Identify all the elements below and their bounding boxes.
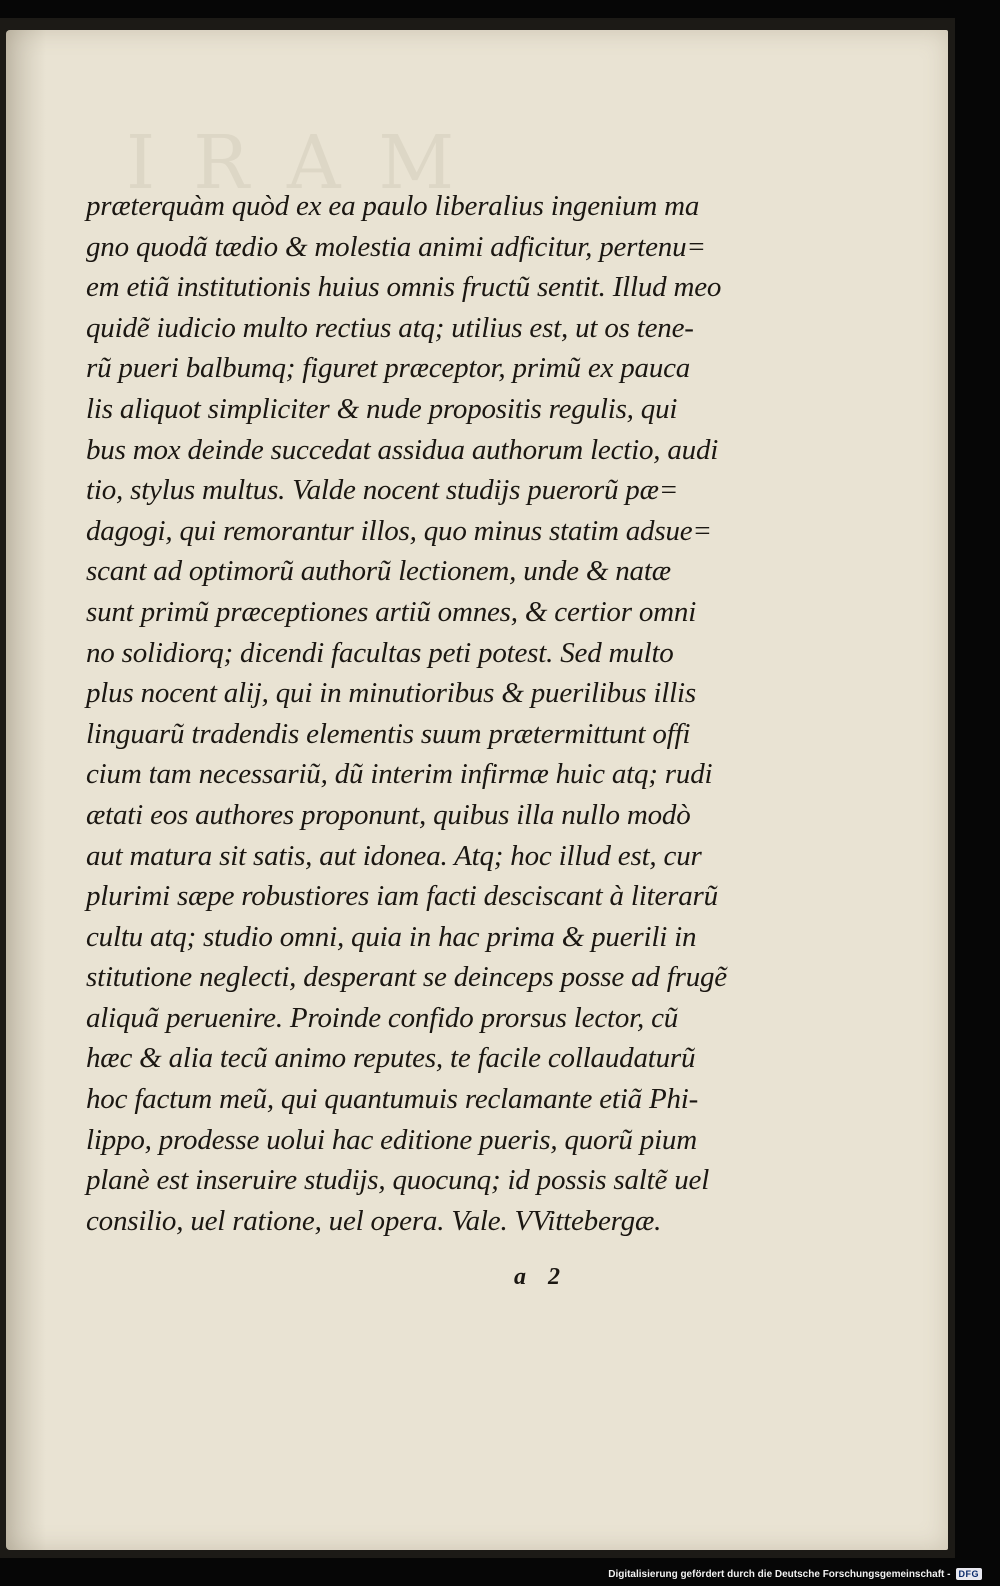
digitization-footer bbox=[608, 1564, 982, 1584]
text-line: bus mox deinde succedat assidua authorum lectio, audi bbox=[86, 433, 719, 466]
text-line: consilio, uel ratione, uel opera. Vale. VVittebergæ. bbox=[86, 1204, 662, 1237]
dfg-logo-icon: DFG bbox=[956, 1568, 983, 1580]
text-line: lis aliquot simpliciter & nude propositis regulis, qui bbox=[86, 392, 678, 425]
text-line: hoc factum meũ, qui quantumuis reclamante etiã Phi- bbox=[86, 1083, 699, 1116]
text-line: aliquã peruenire. Proinde confido prorsus lector, cũ bbox=[86, 1001, 679, 1034]
text-line: præterquàm quòd ex ea paulo liberalius ingenium ma bbox=[86, 190, 700, 222]
text-line: stitutione neglecti, desperant se deinceps posse ad frugẽ bbox=[86, 961, 727, 994]
text-line: planè est inseruire studijs, quocunq; id possis saltẽ uel bbox=[86, 1164, 710, 1197]
text-line: plus nocent alij, qui in minutioribus & puerilibus illis bbox=[86, 677, 696, 710]
text-line: lippo, prodesse uolui hac editione pueris, quorũ pium bbox=[86, 1123, 697, 1156]
text-line: gno quodã tædio & molestia animi adficitur, pertenu= bbox=[86, 230, 706, 263]
text-line: hæc & alia tecũ animo reputes, te facile collaudaturũ bbox=[86, 1042, 696, 1075]
text-line: cium tam necessariũ, dũ interim infirmæ huic atq; rudi bbox=[86, 758, 713, 791]
text-line: quidẽ iudicio multo rectius atq; utilius est, ut os tene- bbox=[86, 311, 694, 344]
text-line: cultu atq; studio omni, quia in hac prima & puerili in bbox=[86, 920, 697, 953]
body-text bbox=[86, 186, 726, 1241]
text-line: ætati eos authores proponunt, quibus illa nullo modò bbox=[86, 798, 691, 831]
text-line: rũ pueri balbumq; figuret præceptor, primũ ex pauca bbox=[86, 352, 691, 385]
show-through-text: IRAM bbox=[126, 120, 493, 206]
funding-credit: Digitalisierung gefördert durch die Deutsche Forschungsgemeinschaft - bbox=[608, 1568, 951, 1580]
text-line: dagogi, qui remorantur illos, quo minus statim adsue= bbox=[86, 514, 712, 547]
text-line: sunt primũ præceptiones artiũ omnes, & certior omni bbox=[86, 595, 697, 628]
text-line: aut matura sit satis, aut idonea. Atq; hoc illud est, cur bbox=[86, 839, 702, 872]
text-line: em etiã institutionis huius omnis fructũ sentit. Illud meo bbox=[86, 271, 722, 304]
text-line: no solidiorq; dicendi facultas peti potest. Sed multo bbox=[86, 636, 674, 669]
text-line: scant ad optimorũ authorũ lectionem, unde & natæ bbox=[86, 555, 671, 588]
book-page bbox=[6, 30, 948, 1550]
text-line: plurimi sæpe robustiores iam facti desciscant à literarũ bbox=[86, 880, 718, 913]
text-line: tio, stylus multus. Valde nocent studijs puerorũ pæ= bbox=[86, 474, 679, 507]
text-line: linguarũ tradendis elementis suum prætermittunt offi bbox=[86, 717, 691, 750]
signature-mark: a 2 bbox=[514, 1264, 568, 1290]
